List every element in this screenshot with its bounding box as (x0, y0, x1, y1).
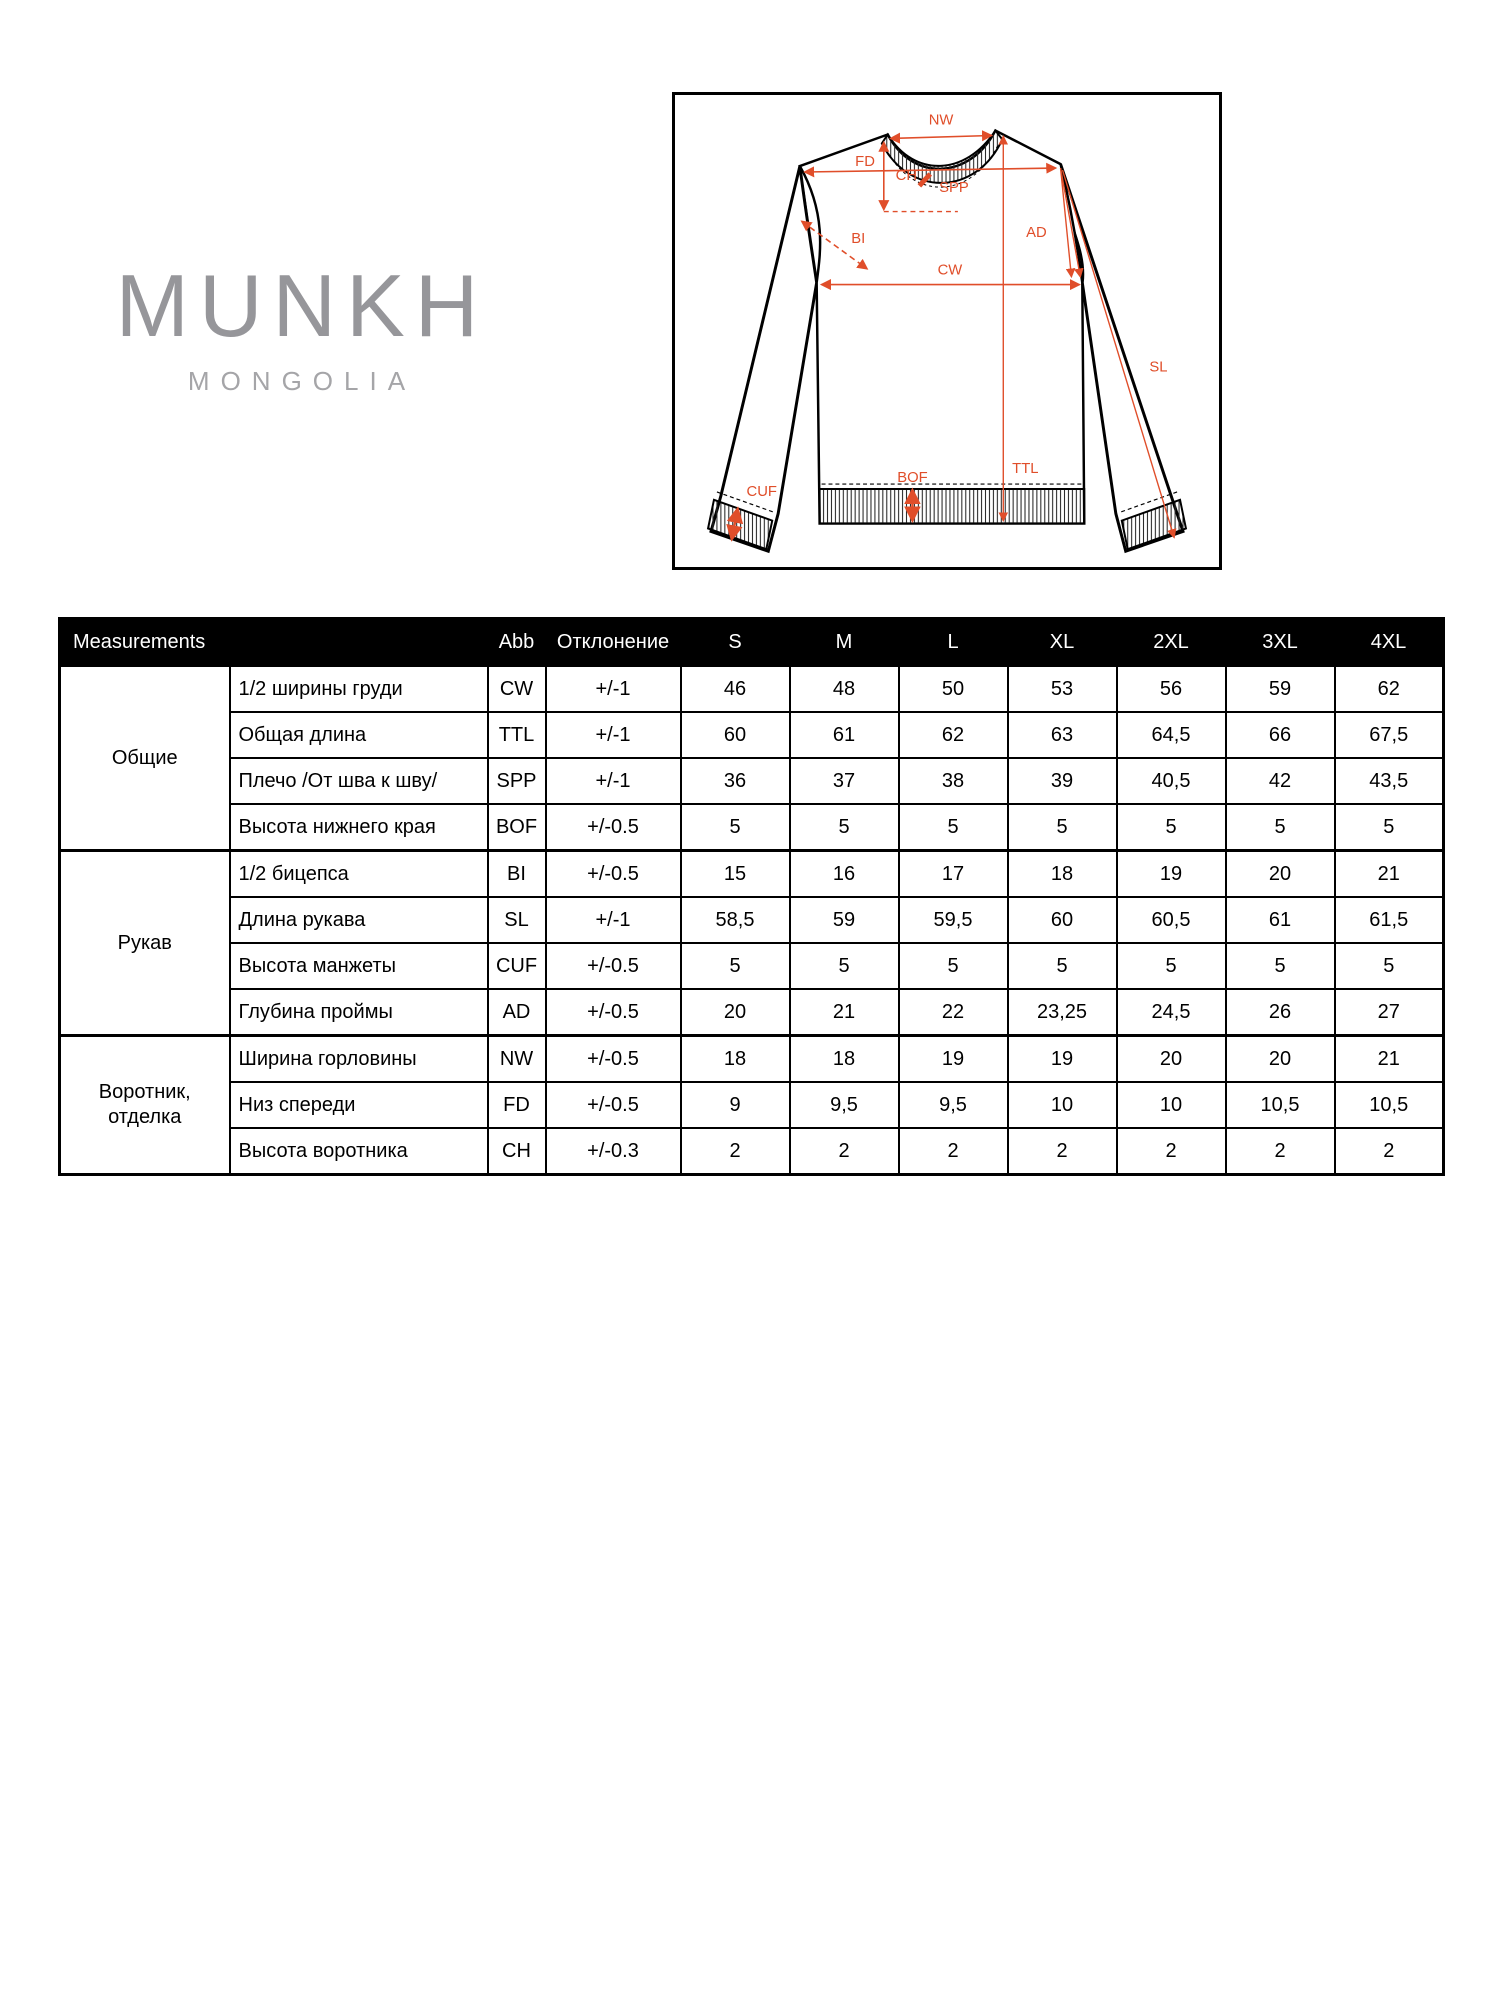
nw-arrow (891, 135, 992, 138)
diagram-frame (672, 92, 1222, 570)
size-value-cell: 62 (1335, 666, 1444, 713)
size-value-cell: 21 (1335, 851, 1444, 898)
size-value-cell: 5 (899, 943, 1008, 989)
size-value-cell: 27 (1335, 989, 1444, 1036)
abb-cell: NW (488, 1036, 546, 1083)
size-value-cell: 20 (1117, 1036, 1226, 1083)
deviation-cell: +/-1 (546, 758, 681, 804)
measurements-table (58, 617, 1445, 1176)
size-value-cell: 5 (1226, 804, 1335, 851)
abb-cell: SL (488, 897, 546, 943)
spp-label: SPP (939, 179, 969, 196)
size-value-cell: 9 (681, 1082, 790, 1128)
header-size-s: S (681, 619, 790, 666)
abb-cell: BI (488, 851, 546, 898)
deviation-cell: +/-1 (546, 712, 681, 758)
table-row (60, 1036, 1444, 1083)
cuf-label: CUF (746, 483, 777, 500)
abb-cell: CUF (488, 943, 546, 989)
size-value-cell: 10 (1117, 1082, 1226, 1128)
size-value-cell: 5 (1335, 943, 1444, 989)
table-row (60, 943, 1444, 989)
brand-name: MUNKH (115, 256, 489, 355)
hem-rib (820, 489, 1085, 524)
size-value-cell: 5 (681, 943, 790, 989)
measurements-table-wrap (58, 617, 1445, 1176)
measurement-name-cell: Высота манжеты (230, 943, 488, 989)
size-value-cell: 9,5 (790, 1082, 899, 1128)
header-deviation: Отклонение (546, 619, 681, 666)
size-value-cell: 5 (1117, 943, 1226, 989)
bof-label: BOF (897, 470, 928, 487)
header-size-xl: XL (1008, 619, 1117, 666)
deviation-cell: +/-1 (546, 666, 681, 713)
size-value-cell: 43,5 (1335, 758, 1444, 804)
size-value-cell: 39 (1008, 758, 1117, 804)
sl-label: SL (1149, 359, 1168, 376)
size-value-cell: 10 (1008, 1082, 1117, 1128)
header-size-l: L (899, 619, 1008, 666)
table-row (60, 804, 1444, 851)
size-value-cell: 38 (899, 758, 1008, 804)
size-value-cell: 16 (790, 851, 899, 898)
abb-cell: TTL (488, 712, 546, 758)
size-value-cell: 5 (681, 804, 790, 851)
table-body (60, 666, 1444, 1175)
size-value-cell: 2 (899, 1128, 1008, 1175)
measurement-name-cell: 1/2 ширины груди (230, 666, 488, 713)
size-value-cell: 20 (1226, 851, 1335, 898)
deviation-cell: +/-0.5 (546, 943, 681, 989)
measurement-name-cell: Плечо /От шва к шву/ (230, 758, 488, 804)
nw-label: NW (928, 112, 954, 129)
size-value-cell: 19 (899, 1036, 1008, 1083)
measurement-name-cell: Ширина горловины (230, 1036, 488, 1083)
brand-subtitle: MONGOLIA (187, 366, 417, 396)
size-value-cell: 5 (1008, 943, 1117, 989)
size-value-cell: 56 (1117, 666, 1226, 713)
size-value-cell: 60 (681, 712, 790, 758)
abb-cell: CW (488, 666, 546, 713)
size-value-cell: 20 (681, 989, 790, 1036)
table-header (60, 619, 1444, 666)
measurement-name-cell: Общая длина (230, 712, 488, 758)
group-label-cell: Общие (60, 666, 230, 851)
size-value-cell: 61 (1226, 897, 1335, 943)
size-value-cell: 2 (790, 1128, 899, 1175)
size-value-cell: 18 (681, 1036, 790, 1083)
ch-label: CH (895, 167, 918, 184)
size-value-cell: 5 (1335, 804, 1444, 851)
measurement-name-cell: Низ спереди (230, 1082, 488, 1128)
size-value-cell: 23,25 (1008, 989, 1117, 1036)
size-value-cell: 2 (1117, 1128, 1226, 1175)
measurement-name-cell: Глубина проймы (230, 989, 488, 1036)
size-value-cell: 5 (790, 943, 899, 989)
size-value-cell: 9,5 (899, 1082, 1008, 1128)
group-label-cell: Рукав (60, 851, 230, 1036)
abb-cell: FD (488, 1082, 546, 1128)
size-value-cell: 59 (1226, 666, 1335, 713)
bi-label: BI (851, 231, 866, 248)
abb-cell: BOF (488, 804, 546, 851)
deviation-cell: +/-1 (546, 897, 681, 943)
table-row (60, 989, 1444, 1036)
header-size-4xl: 4XL (1335, 619, 1444, 666)
measurement-name-cell: Высота воротника (230, 1128, 488, 1175)
size-value-cell: 2 (1226, 1128, 1335, 1175)
size-value-cell: 37 (790, 758, 899, 804)
abb-cell: AD (488, 989, 546, 1036)
deviation-cell: +/-0.5 (546, 989, 681, 1036)
size-value-cell: 5 (1117, 804, 1226, 851)
size-value-cell: 18 (790, 1036, 899, 1083)
table-row (60, 758, 1444, 804)
size-value-cell: 59 (790, 897, 899, 943)
cw-label: CW (937, 262, 963, 279)
size-value-cell: 58,5 (681, 897, 790, 943)
size-value-cell: 2 (1008, 1128, 1117, 1175)
size-value-cell: 19 (1117, 851, 1226, 898)
deviation-cell: +/-0.5 (546, 1036, 681, 1083)
group-label-cell: Воротник, отделка (60, 1036, 230, 1175)
size-value-cell: 24,5 (1117, 989, 1226, 1036)
sweater-diagram (675, 95, 1219, 567)
size-value-cell: 5 (899, 804, 1008, 851)
size-value-cell: 19 (1008, 1036, 1117, 1083)
size-value-cell: 10,5 (1226, 1082, 1335, 1128)
size-value-cell: 2 (681, 1128, 790, 1175)
fd-label: FD (855, 154, 875, 171)
size-value-cell: 10,5 (1335, 1082, 1444, 1128)
brand-logo (112, 256, 492, 397)
deviation-cell: +/-0.5 (546, 1082, 681, 1128)
size-value-cell: 21 (1335, 1036, 1444, 1083)
header-row (60, 619, 1444, 666)
size-value-cell: 2 (1335, 1128, 1444, 1175)
size-value-cell: 67,5 (1335, 712, 1444, 758)
size-value-cell: 42 (1226, 758, 1335, 804)
header-size-2xl: 2XL (1117, 619, 1226, 666)
header-abb: Abb (488, 619, 546, 666)
abb-cell: SPP (488, 758, 546, 804)
size-value-cell: 64,5 (1117, 712, 1226, 758)
ttl-label: TTL (1012, 461, 1039, 478)
size-value-cell: 60 (1008, 897, 1117, 943)
table-row (60, 851, 1444, 898)
size-value-cell: 15 (681, 851, 790, 898)
size-value-cell: 21 (790, 989, 899, 1036)
size-value-cell: 5 (790, 804, 899, 851)
size-value-cell: 50 (899, 666, 1008, 713)
size-value-cell: 17 (899, 851, 1008, 898)
measurement-name-cell: Длина рукава (230, 897, 488, 943)
size-value-cell: 61,5 (1335, 897, 1444, 943)
size-value-cell: 26 (1226, 989, 1335, 1036)
table-row (60, 1082, 1444, 1128)
table-row (60, 666, 1444, 713)
size-value-cell: 18 (1008, 851, 1117, 898)
size-value-cell: 22 (899, 989, 1008, 1036)
measurement-name-cell: 1/2 бицепса (230, 851, 488, 898)
size-value-cell: 60,5 (1117, 897, 1226, 943)
table-row (60, 897, 1444, 943)
abb-cell: CH (488, 1128, 546, 1175)
measurement-name-cell: Высота нижнего края (230, 804, 488, 851)
size-value-cell: 66 (1226, 712, 1335, 758)
size-value-cell: 5 (1226, 943, 1335, 989)
size-value-cell: 20 (1226, 1036, 1335, 1083)
deviation-cell: +/-0.5 (546, 804, 681, 851)
size-value-cell: 36 (681, 758, 790, 804)
header-size-3xl: 3XL (1226, 619, 1335, 666)
size-value-cell: 48 (790, 666, 899, 713)
size-value-cell: 5 (1008, 804, 1117, 851)
size-value-cell: 59,5 (899, 897, 1008, 943)
size-value-cell: 53 (1008, 666, 1117, 713)
table-row (60, 712, 1444, 758)
ad-label: AD (1026, 225, 1047, 242)
table-row (60, 1128, 1444, 1175)
header-measurements: Measurements (60, 619, 488, 666)
size-value-cell: 46 (681, 666, 790, 713)
size-value-cell: 62 (899, 712, 1008, 758)
deviation-cell: +/-0.3 (546, 1128, 681, 1175)
size-value-cell: 63 (1008, 712, 1117, 758)
header-size-m: M (790, 619, 899, 666)
size-value-cell: 40,5 (1117, 758, 1226, 804)
size-value-cell: 61 (790, 712, 899, 758)
deviation-cell: +/-0.5 (546, 851, 681, 898)
